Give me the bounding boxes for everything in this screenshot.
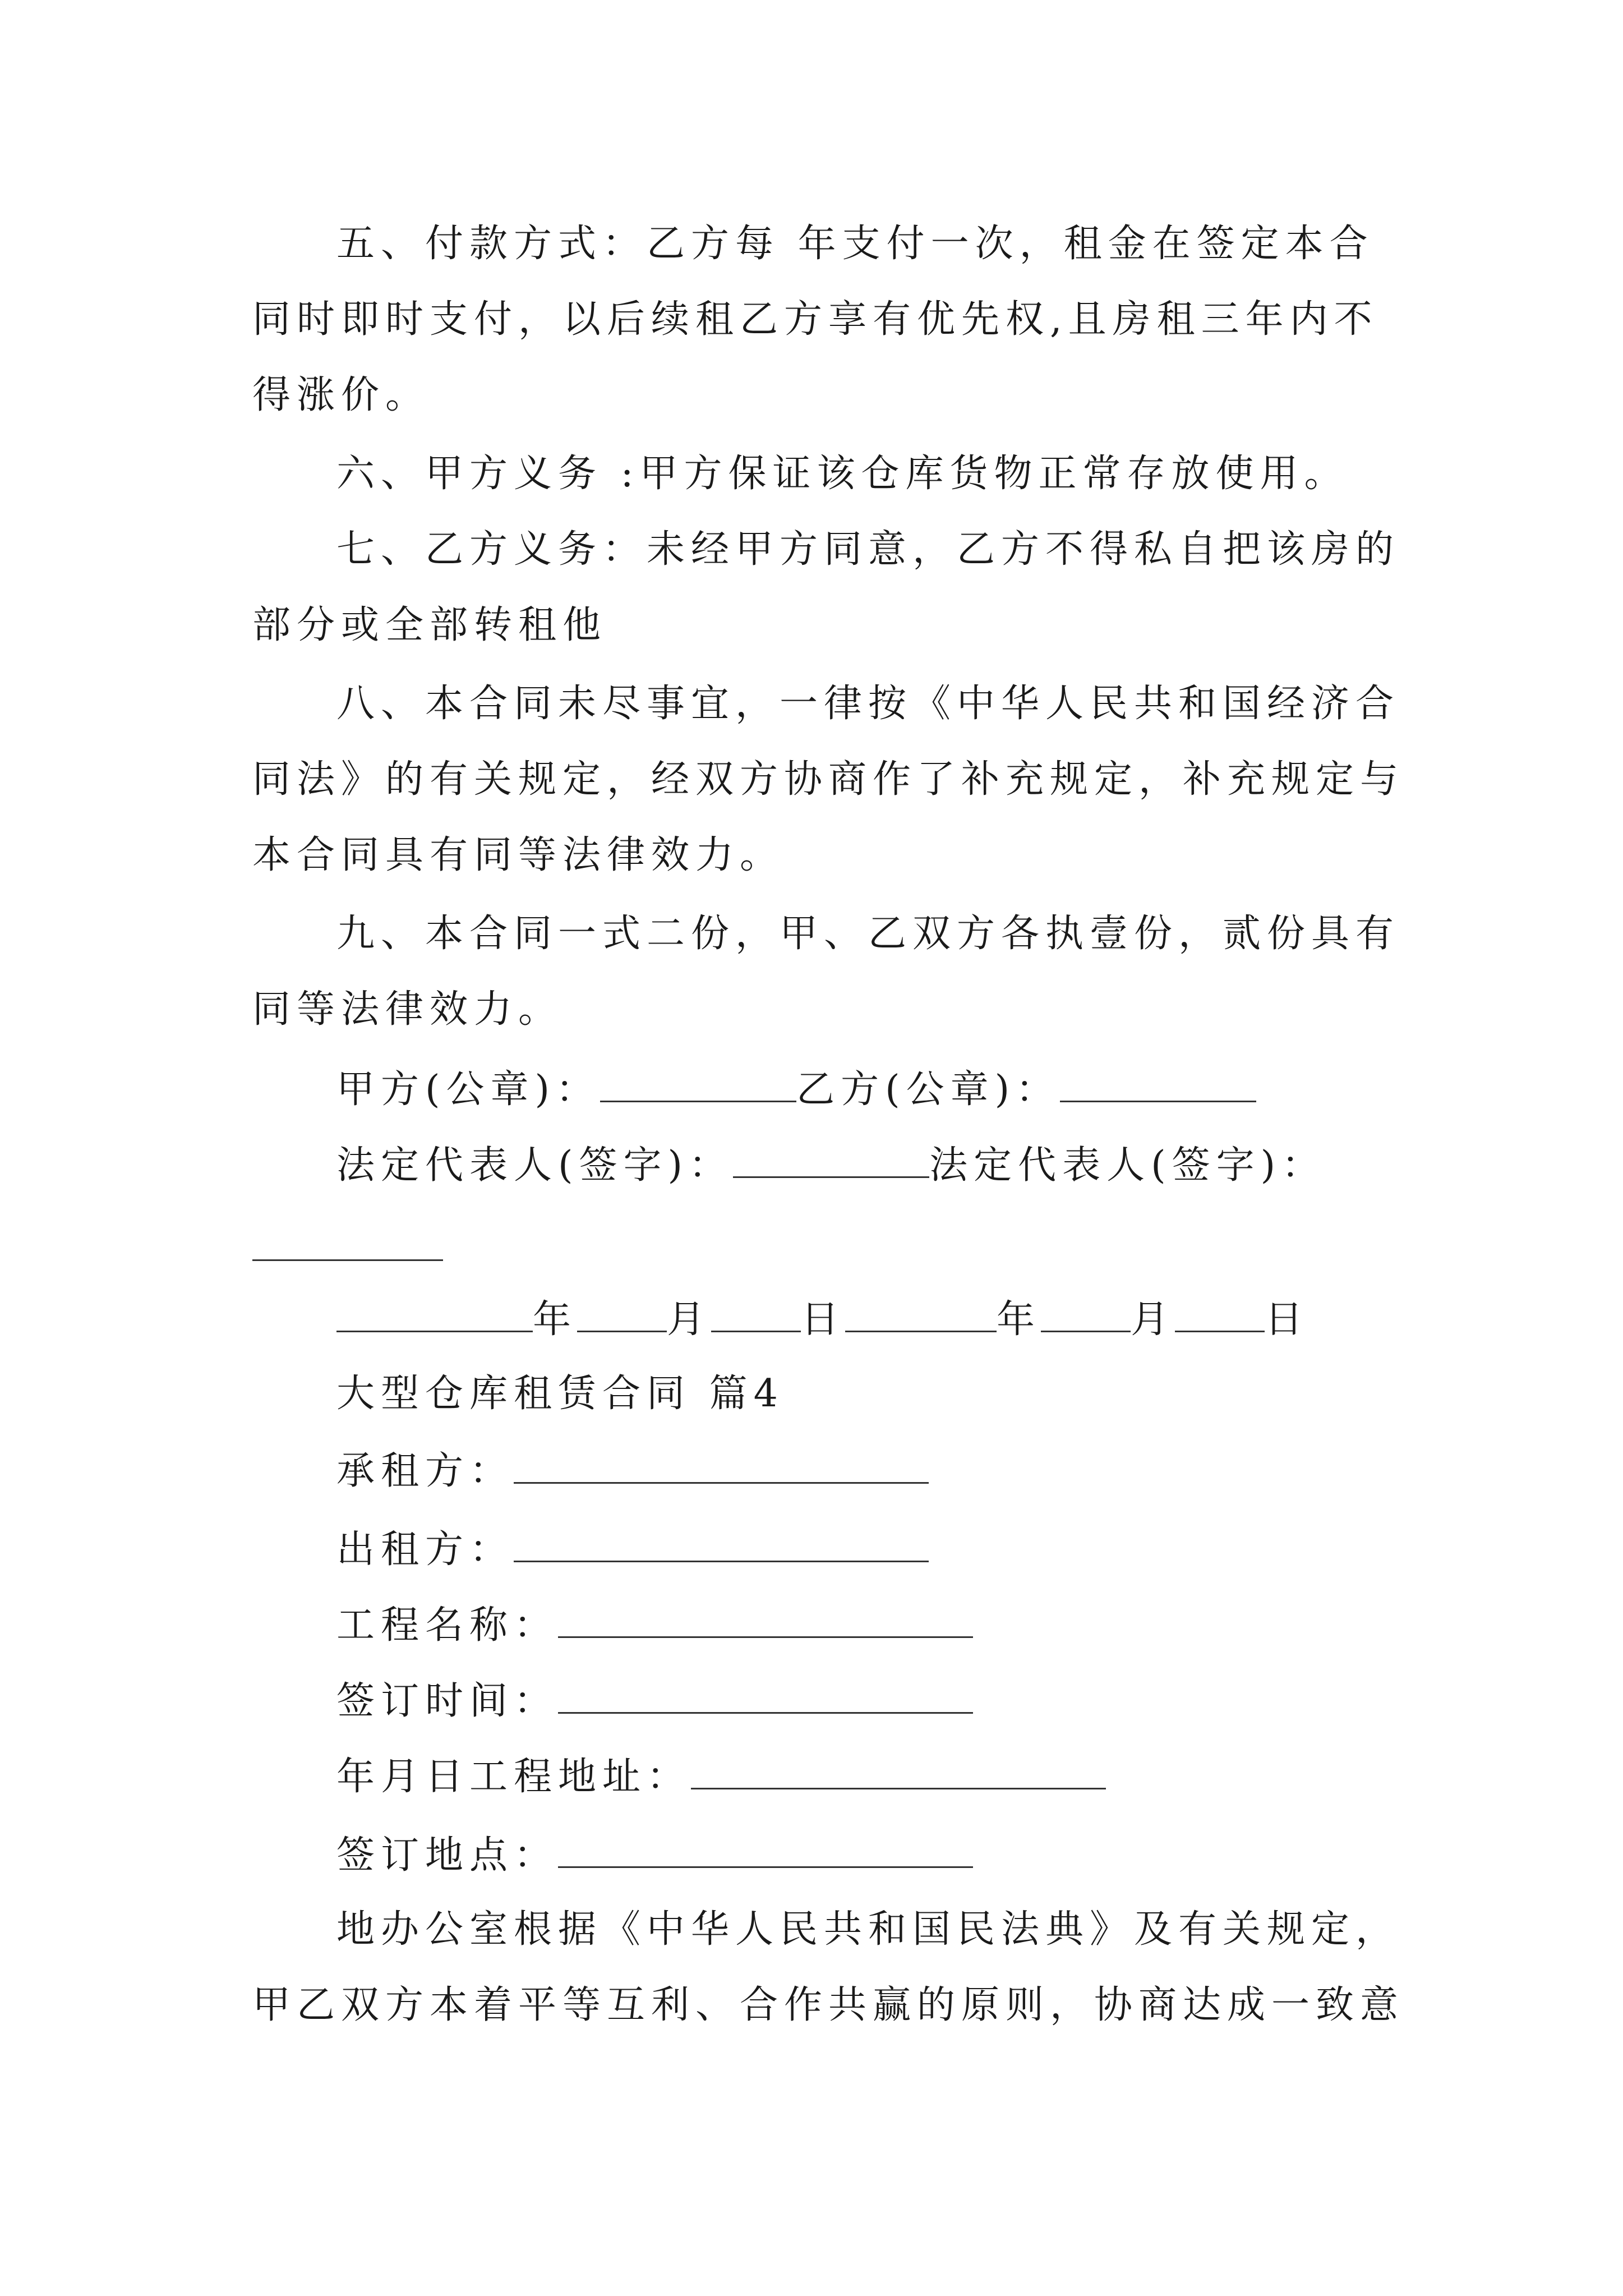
- clause-five-line-3: 得涨价。: [252, 373, 430, 417]
- date-a-day-blank[interactable]: [711, 1296, 801, 1332]
- date-row: [336, 1296, 1309, 1342]
- clause-seven-line-1: 七、乙方义务：未经甲方同意，乙方不得私自把该房的: [336, 527, 1400, 572]
- lessee-row: [336, 1447, 929, 1494]
- project-address-blank[interactable]: [691, 1753, 1106, 1789]
- clause-eight-line-3: 本合同具有同等法律效力。: [252, 833, 785, 877]
- date-b-day: 日: [1265, 1297, 1310, 1342]
- sign-place-label: 签订地点：: [336, 1833, 559, 1878]
- clause-five-line-2: 同时即时支付，以后续租乙方享有优先权,且房租三年内不: [252, 297, 1378, 342]
- party-a-seal-blank[interactable]: [600, 1066, 796, 1102]
- legal-rep-b-label: 法定代表人(签字)：: [929, 1143, 1326, 1188]
- clause-nine-line-1: 九、本合同一式二份，甲、乙双方各执壹份，贰份具有: [336, 912, 1400, 956]
- project-name-label: 工程名称：: [336, 1603, 559, 1648]
- project-name-blank[interactable]: [558, 1602, 973, 1638]
- clause-eight-line-1: 八、本合同未尽事宜，一律按《中华人民共和国经济合: [336, 682, 1400, 726]
- clause-five-line-1: 五、付款方式：乙方每 年支付一次，租金在签定本合: [336, 222, 1374, 266]
- date-b-year: 年: [997, 1297, 1041, 1342]
- clause-nine-line-2: 同等法律效力。: [252, 987, 563, 1032]
- clause-eight-line-2: 同法》的有关规定，经双方协商作了补充规定，补充规定与: [252, 757, 1405, 802]
- lessee-blank[interactable]: [514, 1447, 929, 1484]
- intro-line-2: 甲乙双方本着平等互利、合作共赢的原则，协商达成一致意: [252, 1983, 1405, 2027]
- party-b-seal-blank[interactable]: [1060, 1066, 1256, 1102]
- sign-time-blank[interactable]: [558, 1677, 973, 1714]
- date-a-month: 月: [667, 1297, 712, 1342]
- party-b-seal-label: 乙方(公章)：: [796, 1068, 1061, 1112]
- lessor-blank[interactable]: [514, 1526, 929, 1562]
- sign-time-label: 签订时间：: [336, 1679, 559, 1723]
- party-a-seal-label: 甲方(公章)：: [336, 1068, 601, 1112]
- lessor-label: 出租方：: [336, 1527, 514, 1572]
- project-address-label: 年月日工程地址：: [336, 1755, 691, 1799]
- legal-rep-a-label: 法定代表人(签字)：: [336, 1143, 734, 1188]
- lessee-label: 承租方：: [336, 1449, 514, 1493]
- clause-six: 六、甲方义务 :甲方保证该仓库货物正常存放使用。: [336, 452, 1349, 496]
- seal-row: [336, 1066, 1256, 1112]
- sign-place-blank[interactable]: [558, 1832, 973, 1868]
- date-b-day-blank[interactable]: [1175, 1296, 1265, 1332]
- sign-place-row: [336, 1832, 973, 1878]
- section-4-title: 大型仓库租赁合同 篇4: [336, 1372, 784, 1416]
- date-a-year-blank[interactable]: [336, 1296, 533, 1332]
- date-a-year: 年: [533, 1297, 578, 1342]
- legal-rep-a-blank[interactable]: [733, 1142, 929, 1178]
- sign-time-row: [336, 1677, 973, 1724]
- date-b-year-blank[interactable]: [845, 1296, 997, 1332]
- lessor-row: [336, 1526, 929, 1572]
- legal-rep-row: [336, 1142, 1326, 1188]
- date-a-month-blank[interactable]: [577, 1296, 667, 1332]
- intro-line-1: 地办公室根据《中华人民共和国民法典》及有关规定，: [336, 1907, 1400, 1952]
- date-b-month: 月: [1131, 1297, 1175, 1342]
- project-name-row: [336, 1602, 973, 1648]
- project-address-row: [336, 1753, 1106, 1800]
- legal-rep-b-blank[interactable]: [252, 1259, 443, 1261]
- date-a-day: 日: [801, 1297, 846, 1342]
- date-b-month-blank[interactable]: [1041, 1296, 1131, 1332]
- clause-seven-line-2: 部分或全部转租他: [252, 603, 607, 647]
